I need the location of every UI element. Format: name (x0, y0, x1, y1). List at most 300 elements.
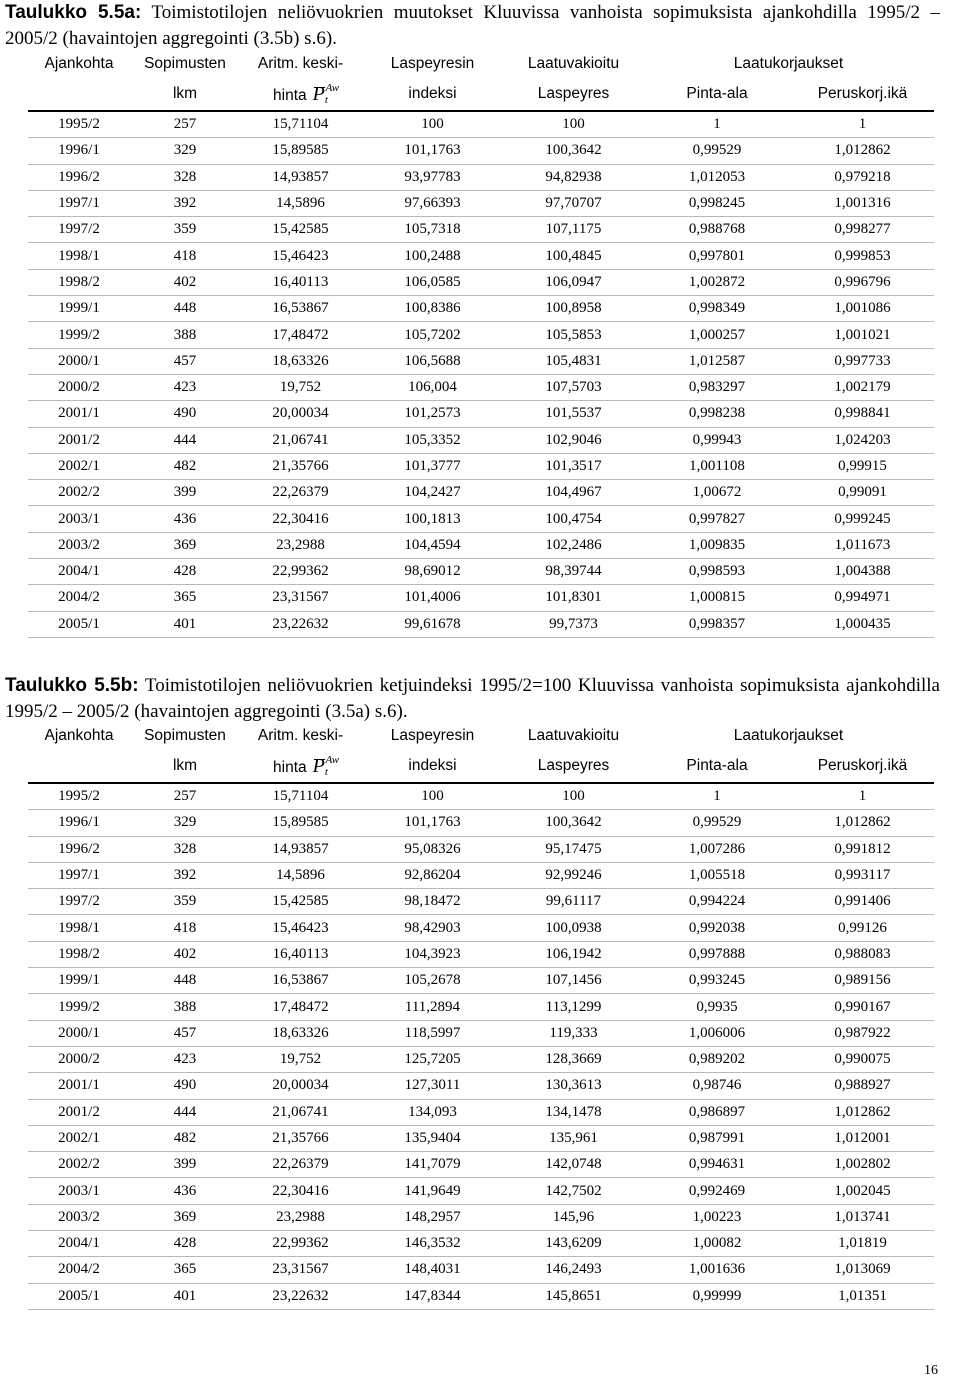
table-cell: 21,06741 (240, 427, 361, 453)
table-cell: 388 (130, 322, 240, 348)
table-cell: 359 (130, 889, 240, 915)
table-cell: 22,26379 (240, 1152, 361, 1178)
table-cell: 98,42903 (361, 915, 504, 941)
table-row (28, 994, 934, 1020)
header-lkm: lkm (172, 757, 198, 774)
table-cell: 0,989202 (643, 1046, 791, 1072)
table-cell: 1996/2 (28, 836, 130, 862)
table-cell: 402 (130, 941, 240, 967)
table-cell: 2002/1 (28, 1125, 130, 1151)
header-sopimusten: Sopimusten (144, 55, 226, 72)
table-cell: 2000/2 (28, 374, 130, 400)
table-cell: 448 (130, 296, 240, 322)
table-row (28, 1046, 934, 1072)
table-cell: 392 (130, 190, 240, 216)
table-cell: 106,1942 (504, 941, 643, 967)
table-cell: 1,004388 (791, 559, 934, 585)
table-cell: 98,69012 (361, 559, 504, 585)
table-cell: 107,1175 (504, 217, 643, 243)
table-cell: 101,3517 (504, 453, 643, 479)
table-row (28, 915, 934, 941)
table-b-body (28, 783, 934, 1309)
table-cell: 359 (130, 217, 240, 243)
table-cell: 490 (130, 1073, 240, 1099)
table-cell: 1 (643, 111, 791, 138)
table-cell: 104,4967 (504, 480, 643, 506)
table-cell: 22,99362 (240, 559, 361, 585)
table-cell: 118,5997 (361, 1020, 504, 1046)
table-cell: 482 (130, 1125, 240, 1151)
table-cell: 102,9046 (504, 427, 643, 453)
table-cell: 1,001021 (791, 322, 934, 348)
table-cell: 0,998245 (643, 190, 791, 216)
table-cell: 111,2894 (361, 994, 504, 1020)
table-cell: 104,2427 (361, 480, 504, 506)
header-peruskorjaus: Peruskorj.ikä (817, 757, 908, 774)
table-cell: 21,35766 (240, 1125, 361, 1151)
table-cell: 482 (130, 453, 240, 479)
table-cell: 1,013069 (791, 1257, 934, 1283)
table-cell: 388 (130, 994, 240, 1020)
table-row (28, 453, 934, 479)
table-row (28, 111, 934, 138)
table-cell: 1,011673 (791, 532, 934, 558)
table-cell: 1,002872 (643, 269, 791, 295)
table-cell: 0,99091 (791, 480, 934, 506)
table-cell: 1,001086 (791, 296, 934, 322)
table-cell: 0,997888 (643, 941, 791, 967)
table-cell: 97,70707 (504, 190, 643, 216)
caption-table-b (5, 673, 940, 725)
table-cell: 105,7202 (361, 322, 504, 348)
table-cell: 125,7205 (361, 1046, 504, 1072)
table-cell: 14,5896 (240, 862, 361, 888)
table-cell: 107,1456 (504, 968, 643, 994)
table-cell: 101,2573 (361, 401, 504, 427)
table-cell: 105,2678 (361, 968, 504, 994)
caption-b-label: Taulukko 5.5b: (5, 675, 139, 696)
header-sopimusten: Sopimusten (144, 727, 226, 744)
header-laatuvakioitu: Laatuvakioitu (527, 55, 620, 72)
p-bar-symbol: $P_t$ Aw (312, 754, 340, 778)
table-cell: 0,994971 (791, 585, 934, 611)
header-empty (28, 80, 130, 111)
table-cell: 134,093 (361, 1099, 504, 1125)
table-cell: 1,000435 (791, 611, 934, 637)
table-cell: 0,993245 (643, 968, 791, 994)
table-row (28, 783, 934, 810)
table-cell: 0,989156 (791, 968, 934, 994)
table-cell: 1999/2 (28, 994, 130, 1020)
header-laatukorjaukset: Laatukorjaukset (733, 55, 844, 72)
table-cell: 1,013741 (791, 1204, 934, 1230)
table-row (28, 810, 934, 836)
table-cell: 257 (130, 783, 240, 810)
table-cell: 0,997801 (643, 243, 791, 269)
table-cell: 401 (130, 1283, 240, 1309)
table-cell: 2003/2 (28, 532, 130, 558)
table-cell: 98,18472 (361, 889, 504, 915)
table-cell: 0,990075 (791, 1046, 934, 1072)
table-cell: 95,08326 (361, 836, 504, 862)
caption-a-text: Toimistotilojen neliövuokrien muutokset Kluuvissa vanhoista sopimuksista ajankohdilla 1995/2 – 2005/2 (havaintojen aggregointi (3.5b) s.6). (5, 2, 940, 49)
table-cell: 20,00034 (240, 1073, 361, 1099)
table-cell: 0,987991 (643, 1125, 791, 1151)
table-cell: 436 (130, 506, 240, 532)
table-cell: 0,999245 (791, 506, 934, 532)
table-cell: 1,012587 (643, 348, 791, 374)
table-row (28, 269, 934, 295)
table-cell: 1998/1 (28, 243, 130, 269)
table-cell: 100,3642 (504, 810, 643, 836)
table-cell: 104,3923 (361, 941, 504, 967)
table-cell: 94,82938 (504, 164, 643, 190)
table-cell: 141,9649 (361, 1178, 504, 1204)
table-cell: 2001/1 (28, 401, 130, 427)
table-cell: 1995/2 (28, 783, 130, 810)
table-cell: 1,001636 (643, 1257, 791, 1283)
table-cell: 15,42585 (240, 217, 361, 243)
table-cell: 23,22632 (240, 611, 361, 637)
header-pinta-ala: Pinta-ala (686, 85, 748, 102)
table-row (28, 532, 934, 558)
table-row (28, 1231, 934, 1257)
table-cell: 23,2988 (240, 532, 361, 558)
table-cell: 141,7079 (361, 1152, 504, 1178)
table-cell: 1997/2 (28, 889, 130, 915)
table-row (28, 348, 934, 374)
table-cell: 15,46423 (240, 915, 361, 941)
table-cell: 101,4006 (361, 585, 504, 611)
table-cell: 19,752 (240, 374, 361, 400)
table-cell: 15,89585 (240, 810, 361, 836)
table-cell: 18,63326 (240, 348, 361, 374)
table-cell: 17,48472 (240, 322, 361, 348)
table-cell: 16,40113 (240, 269, 361, 295)
table-cell: 0,99943 (643, 427, 791, 453)
table-row (28, 968, 934, 994)
table-cell: 2004/1 (28, 559, 130, 585)
table-cell: 0,990167 (791, 994, 934, 1020)
header-lkm: lkm (172, 85, 198, 102)
table-cell: 0,998593 (643, 559, 791, 585)
table-cell: 2005/1 (28, 611, 130, 637)
table-cell: 15,42585 (240, 889, 361, 915)
table-cell: 106,0585 (361, 269, 504, 295)
table-row (28, 611, 934, 637)
table-cell: 418 (130, 243, 240, 269)
table-cell: 14,93857 (240, 836, 361, 862)
table-row (28, 374, 934, 400)
table-cell: 22,30416 (240, 1178, 361, 1204)
table-cell: 135,9404 (361, 1125, 504, 1151)
table-row (28, 190, 934, 216)
table-cell: 0,983297 (643, 374, 791, 400)
table-cell: 448 (130, 968, 240, 994)
table-cell: 107,5703 (504, 374, 643, 400)
table-cell: 0,994224 (643, 889, 791, 915)
table-row (28, 862, 934, 888)
table-cell: 1,006006 (643, 1020, 791, 1046)
table-cell: 1998/2 (28, 941, 130, 967)
table-cell: 100,3642 (504, 138, 643, 164)
header-indeksi: indeksi (408, 757, 457, 774)
table-cell: 1,007286 (643, 836, 791, 862)
table-cell: 0,998238 (643, 401, 791, 427)
caption-table-a (5, 0, 940, 52)
table-cell: 1998/2 (28, 269, 130, 295)
table-cell: 1,012862 (791, 810, 934, 836)
table-cell: 15,71104 (240, 783, 361, 810)
table-cell: 23,22632 (240, 1283, 361, 1309)
table-cell: 16,53867 (240, 296, 361, 322)
table-cell: 128,3669 (504, 1046, 643, 1072)
table-cell: 92,86204 (361, 862, 504, 888)
header-hinta: hinta $P_t$ Aw (240, 752, 361, 783)
header-laatukorjaukset: Laatukorjaukset (733, 727, 844, 744)
table-cell: 2001/2 (28, 1099, 130, 1125)
table-5-5a (28, 52, 934, 638)
table-cell: 0,992469 (643, 1178, 791, 1204)
table-cell: 130,3613 (504, 1073, 643, 1099)
table-cell: 369 (130, 532, 240, 558)
table-cell: 1 (791, 111, 934, 138)
table-cell: 22,30416 (240, 506, 361, 532)
table-cell: 105,5853 (504, 322, 643, 348)
table-cell: 20,00034 (240, 401, 361, 427)
table-cell: 0,999853 (791, 243, 934, 269)
table-cell: 106,0947 (504, 269, 643, 295)
table-row (28, 138, 934, 164)
table-cell: 2000/1 (28, 348, 130, 374)
table-row (28, 1257, 934, 1283)
table-cell: 369 (130, 1204, 240, 1230)
table-cell: 100,0938 (504, 915, 643, 941)
table-cell: 418 (130, 915, 240, 941)
table-cell: 1997/1 (28, 190, 130, 216)
table-cell: 0,992038 (643, 915, 791, 941)
table-cell: 0,987922 (791, 1020, 934, 1046)
table-cell: 22,26379 (240, 480, 361, 506)
table-row (28, 1152, 934, 1178)
table-cell: 101,1763 (361, 810, 504, 836)
table-cell: 2003/2 (28, 1204, 130, 1230)
table-cell: 257 (130, 111, 240, 138)
table-cell: 2003/1 (28, 506, 130, 532)
table-cell: 146,2493 (504, 1257, 643, 1283)
table-cell: 328 (130, 836, 240, 862)
table-cell: 93,97783 (361, 164, 504, 190)
table-row (28, 1125, 934, 1151)
table-row (28, 889, 934, 915)
table-cell: 1997/1 (28, 862, 130, 888)
table-row (28, 217, 934, 243)
table-a-body (28, 111, 934, 637)
table-cell: 0,99126 (791, 915, 934, 941)
table-cell: 1,000815 (643, 585, 791, 611)
table-cell: 0,998349 (643, 296, 791, 322)
table-cell: 106,5688 (361, 348, 504, 374)
header-ajankohta: Ajankohta (44, 55, 114, 72)
table-row (28, 1099, 934, 1125)
table-cell: 99,61678 (361, 611, 504, 637)
table-cell: 329 (130, 810, 240, 836)
table-cell: 0,988083 (791, 941, 934, 967)
table-cell: 97,66393 (361, 190, 504, 216)
header-laspeyres: Laspeyres (537, 85, 610, 102)
table-cell: 2005/1 (28, 1283, 130, 1309)
table-cell: 17,48472 (240, 994, 361, 1020)
table-cell: 100,2488 (361, 243, 504, 269)
table-cell: 428 (130, 1231, 240, 1257)
table-5-5b (28, 724, 934, 1310)
table-cell: 1,001316 (791, 190, 934, 216)
table-cell: 1,024203 (791, 427, 934, 453)
table-row (28, 585, 934, 611)
table-cell: 101,3777 (361, 453, 504, 479)
table-cell: 457 (130, 1020, 240, 1046)
table-cell: 0,997733 (791, 348, 934, 374)
table-cell: 1 (791, 783, 934, 810)
table-row (28, 1204, 934, 1230)
table-row (28, 1020, 934, 1046)
table-cell: 127,3011 (361, 1073, 504, 1099)
table-cell: 0,986897 (643, 1099, 791, 1125)
table-cell: 21,35766 (240, 453, 361, 479)
page-number: 16 (924, 1363, 938, 1378)
table-cell: 95,17475 (504, 836, 643, 862)
table-cell: 146,3532 (361, 1231, 504, 1257)
table-cell: 100 (504, 111, 643, 138)
table-cell: 0,998277 (791, 217, 934, 243)
table-cell: 142,0748 (504, 1152, 643, 1178)
table-cell: 0,994631 (643, 1152, 791, 1178)
header-laspeyresin: Laspeyresin (390, 727, 475, 744)
table-cell: 21,06741 (240, 1099, 361, 1125)
table-cell: 142,7502 (504, 1178, 643, 1204)
table-cell: 1,002179 (791, 374, 934, 400)
table-cell: 1,002045 (791, 1178, 934, 1204)
table-cell: 22,99362 (240, 1231, 361, 1257)
caption-a-label: Taulukko 5.5a: (5, 2, 142, 23)
table-row (28, 322, 934, 348)
table-cell: 402 (130, 269, 240, 295)
p-bar-symbol: $P_t$ Aw (312, 82, 340, 106)
table-cell: 15,71104 (240, 111, 361, 138)
table-row (28, 401, 934, 427)
table-cell: 143,6209 (504, 1231, 643, 1257)
table-cell: 1996/2 (28, 164, 130, 190)
table-row (28, 941, 934, 967)
table-cell: 365 (130, 1257, 240, 1283)
table-cell: 92,99246 (504, 862, 643, 888)
table-cell: 399 (130, 480, 240, 506)
table-cell: 428 (130, 559, 240, 585)
table-cell: 19,752 (240, 1046, 361, 1072)
header-aritm: Aritm. keski- (257, 727, 344, 744)
table-cell: 1 (643, 783, 791, 810)
table-cell: 1,002802 (791, 1152, 934, 1178)
header-pinta-ala: Pinta-ala (686, 757, 748, 774)
table-cell: 134,1478 (504, 1099, 643, 1125)
header-ajankohta: Ajankohta (44, 727, 114, 744)
header-indeksi: indeksi (408, 85, 457, 102)
table-row (28, 1073, 934, 1099)
table-cell: 145,96 (504, 1204, 643, 1230)
table-cell: 23,31567 (240, 1257, 361, 1283)
table-cell: 135,961 (504, 1125, 643, 1151)
table-cell: 1,009835 (643, 532, 791, 558)
header-peruskorjaus: Peruskorj.ikä (817, 85, 908, 102)
table-cell: 100 (361, 111, 504, 138)
table-cell: 99,61117 (504, 889, 643, 915)
table-cell: 2000/1 (28, 1020, 130, 1046)
table-cell: 2002/2 (28, 480, 130, 506)
table-cell: 490 (130, 401, 240, 427)
table-cell: 101,8301 (504, 585, 643, 611)
table-cell: 16,53867 (240, 968, 361, 994)
table-cell: 15,89585 (240, 138, 361, 164)
table-cell: 104,4594 (361, 532, 504, 558)
table-cell: 0,99915 (791, 453, 934, 479)
table-cell: 2002/1 (28, 453, 130, 479)
table-cell: 444 (130, 1099, 240, 1125)
table-row (28, 243, 934, 269)
table-cell: 148,2957 (361, 1204, 504, 1230)
table-cell: 99,7373 (504, 611, 643, 637)
table-cell: 2002/2 (28, 1152, 130, 1178)
table-cell: 1,00223 (643, 1204, 791, 1230)
table-cell: 102,2486 (504, 532, 643, 558)
table-row (28, 836, 934, 862)
table-cell: 0,998357 (643, 611, 791, 637)
table-cell: 2004/2 (28, 1257, 130, 1283)
table-cell: 100 (504, 783, 643, 810)
table-cell: 329 (130, 138, 240, 164)
table-row (28, 296, 934, 322)
table-row (28, 1178, 934, 1204)
table-cell: 328 (130, 164, 240, 190)
table-cell: 1999/1 (28, 296, 130, 322)
table-cell: 2003/1 (28, 1178, 130, 1204)
table-cell: 1,000257 (643, 322, 791, 348)
header-laspeyresin: Laspeyresin (390, 55, 475, 72)
table-cell: 1,00082 (643, 1231, 791, 1257)
table-cell: 1,012862 (791, 138, 934, 164)
table-cell: 1996/1 (28, 138, 130, 164)
header-laatuvakioitu: Laatuvakioitu (527, 727, 620, 744)
table-row (28, 480, 934, 506)
table-cell: 100 (361, 783, 504, 810)
table-cell: 2001/2 (28, 427, 130, 453)
table-cell: 100,8958 (504, 296, 643, 322)
table-cell: 399 (130, 1152, 240, 1178)
table-cell: 0,9935 (643, 994, 791, 1020)
table-cell: 0,99529 (643, 810, 791, 836)
table-cell: 106,004 (361, 374, 504, 400)
table-cell: 100,4754 (504, 506, 643, 532)
table-cell: 1,00672 (643, 480, 791, 506)
table-cell: 23,2988 (240, 1204, 361, 1230)
table-cell: 392 (130, 862, 240, 888)
table-row (28, 427, 934, 453)
table-cell: 1,001108 (643, 453, 791, 479)
table-cell: 100,1813 (361, 506, 504, 532)
table-cell: 0,993117 (791, 862, 934, 888)
table-cell: 145,8651 (504, 1283, 643, 1309)
table-cell: 0,98746 (643, 1073, 791, 1099)
table-cell: 0,991812 (791, 836, 934, 862)
